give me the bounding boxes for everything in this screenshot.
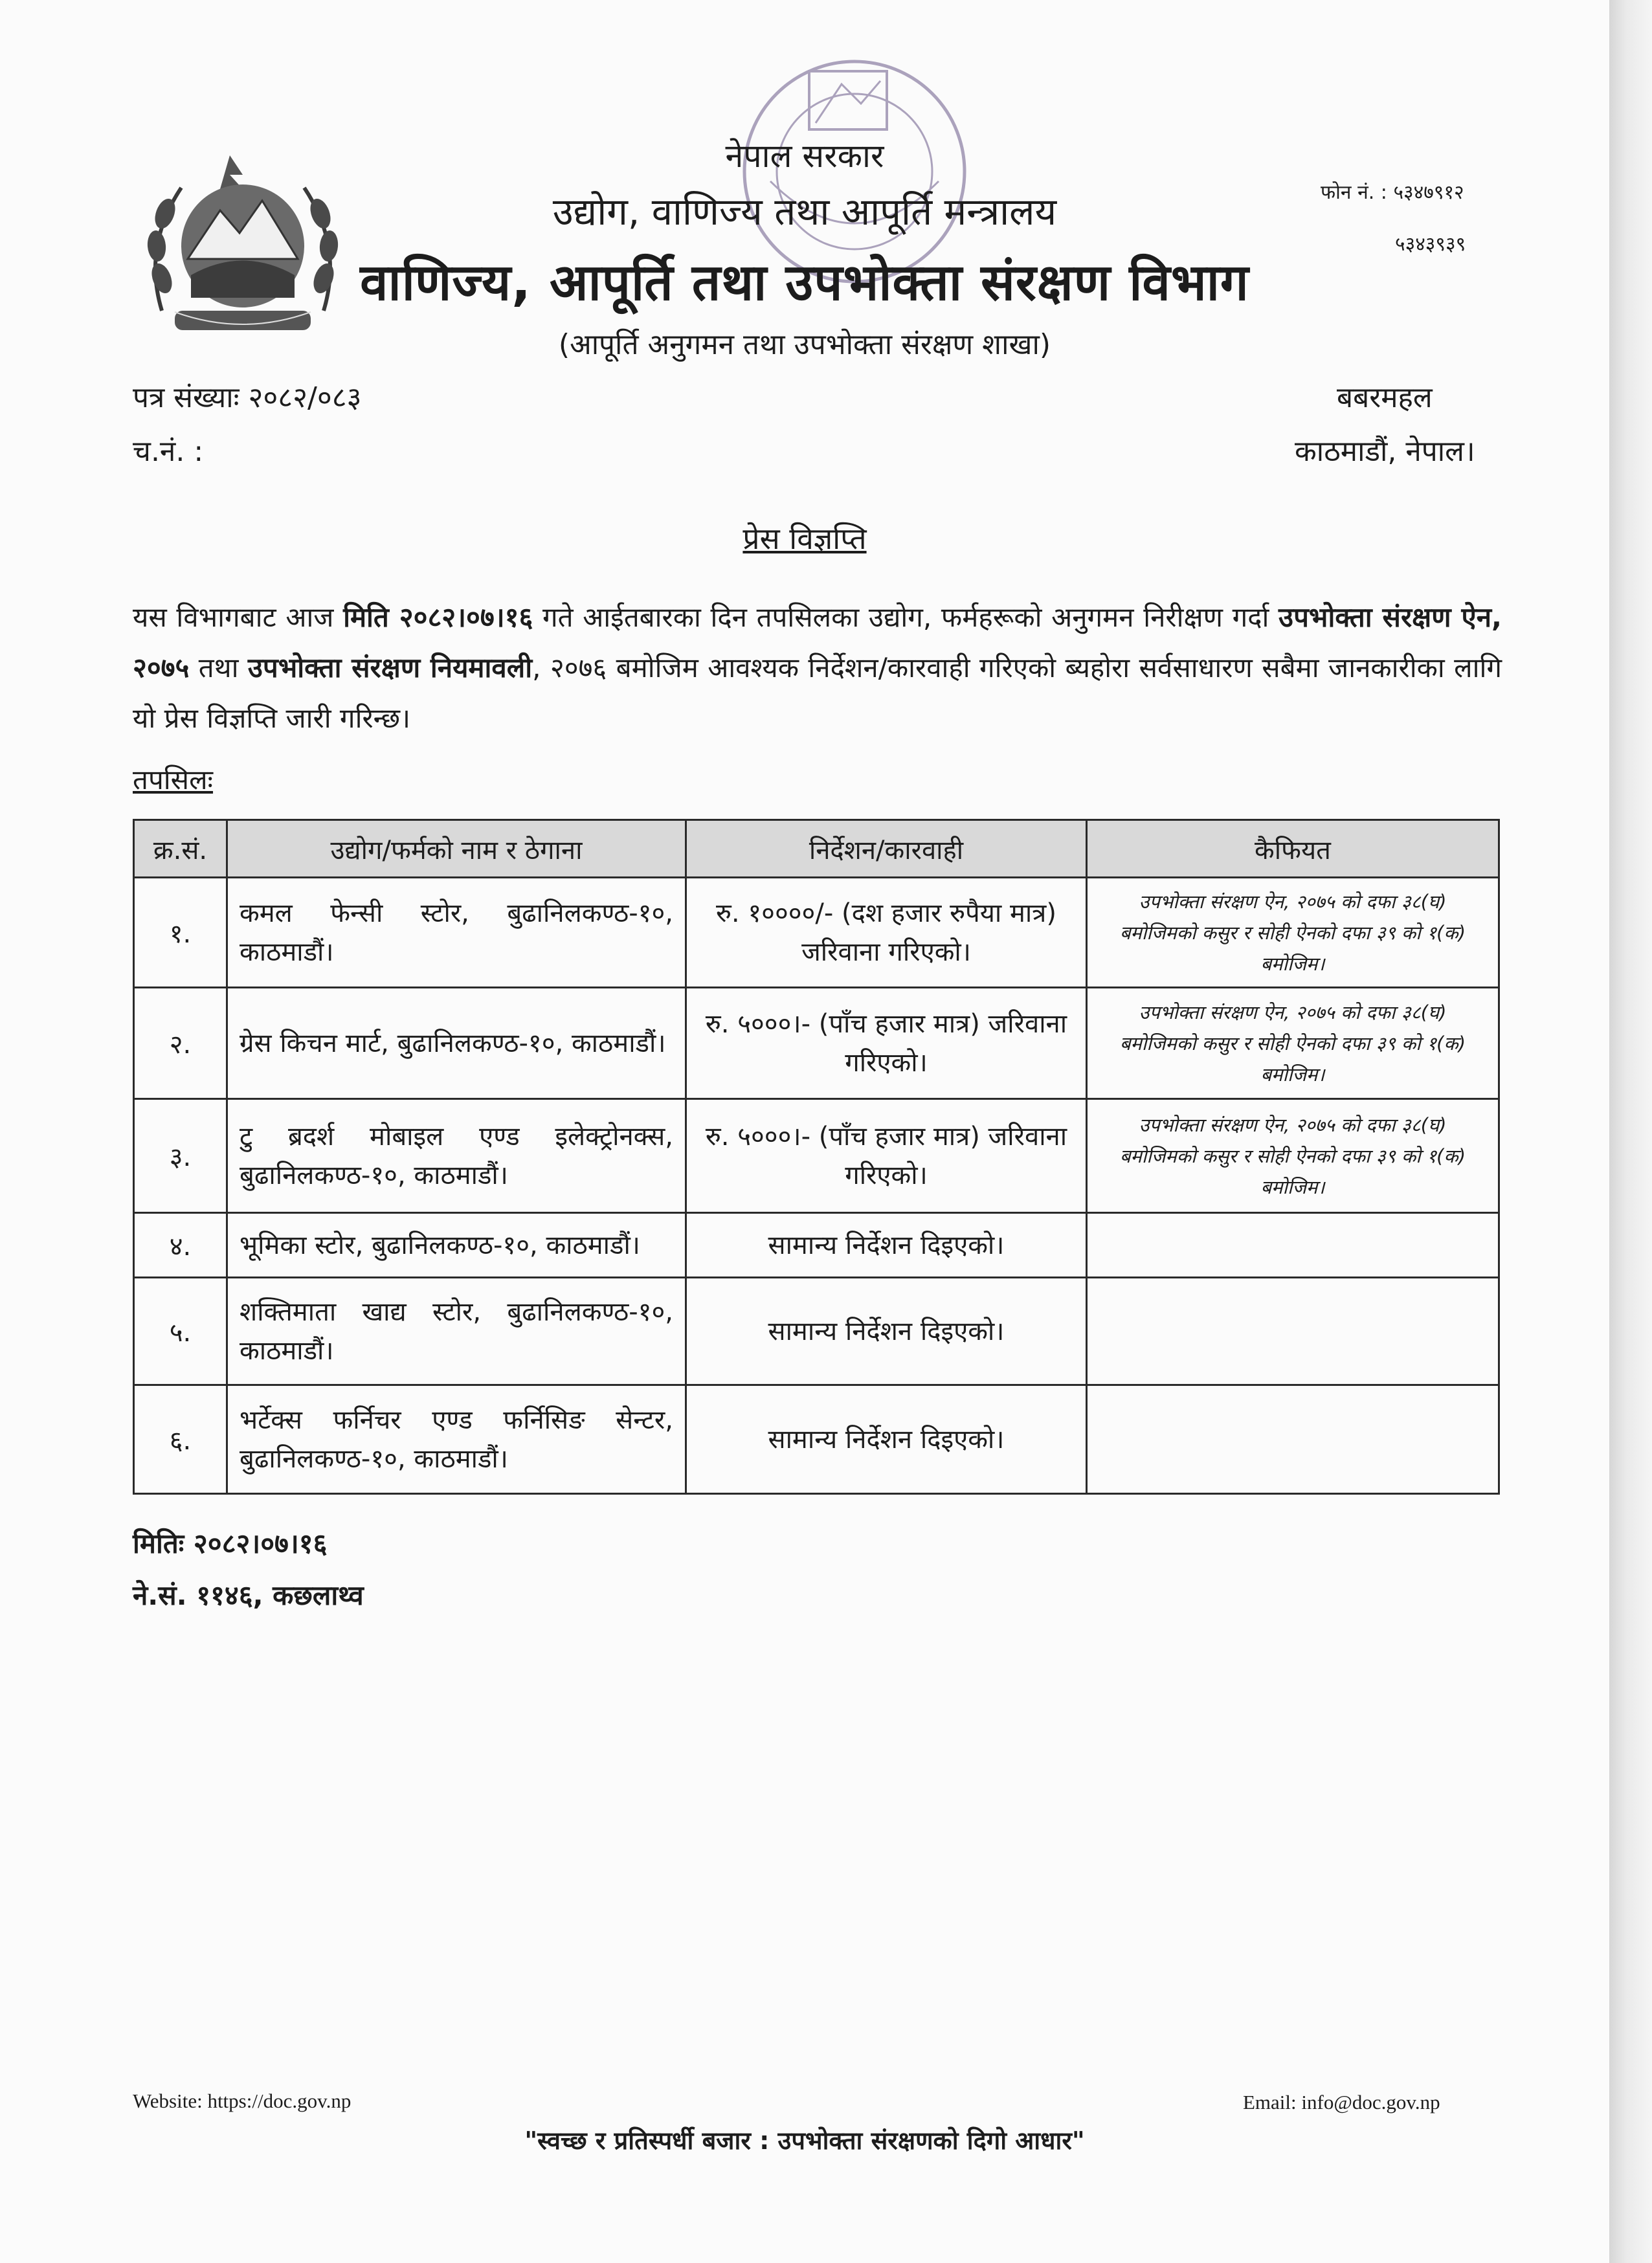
cell-action: सामान्य निर्देशन दिइएको।	[686, 1213, 1087, 1278]
phone-number-1: फोन नं. : ५३४७९१२	[1321, 181, 1464, 204]
table-row	[134, 878, 1499, 988]
cell-firm: ग्रेस किचन मार्ट, बुढानिलकण्ठ-१०, काठमाडौं।	[227, 988, 686, 1099]
cell-firm: शक्तिमाता खाद्य स्टोर, बुढानिलकण्ठ-१०, काठमाडौं।	[227, 1278, 686, 1385]
ministry-name: उद्योग, वाणिज्य तथा आपूर्ति मन्त्रालय	[552, 190, 1057, 234]
cell-remark: उपभोक्ता संरक्षण ऐन, २०७५ को दफा ३८(घ) बमोजिमको कसुर र सोही ऐनको दफा ३९ को १(क) बमोजिम।	[1087, 988, 1499, 1099]
address-line-2: काठमाडौं, नेपाल।	[1295, 435, 1475, 468]
cell-firm: टु ब्रदर्श मोबाइल एण्ड इलेक्ट्रोनक्स, बुढानिलकण्ठ-१०, काठमाडौं।	[227, 1099, 686, 1213]
cell-action: रु. ५०००।- (पाँच हजार मात्र) जरिवाना गरिएको।	[686, 1099, 1087, 1213]
cell-firm: भूमिका स्टोर, बुढानिलकण्ठ-१०, काठमाडौं।	[227, 1213, 686, 1278]
cell-firm: कमल फेन्सी स्टोर, बुढानिलकण्ठ-१०, काठमाडौं।	[227, 878, 686, 988]
table-row	[134, 988, 1499, 1099]
header-firm: उद्योग/फर्मको नाम र ठेगाना	[227, 820, 686, 878]
cell-remark	[1087, 1385, 1499, 1494]
department-name: वाणिज्य, आपूर्ति तथा उपभोक्ता संरक्षण विभाग	[360, 254, 1249, 312]
cell-sn: ६.	[134, 1385, 227, 1494]
table-row	[134, 1099, 1499, 1213]
branch-name: (आपूर्ति अनुगमन तथा उपभोक्ता संरक्षण शाखा)	[558, 328, 1051, 361]
cell-remark: उपभोक्ता संरक्षण ऐन, २०७५ को दफा ३८(घ) बमोजिमको कसुर र सोही ऐनको दफा ३९ को १(क) बमोजिम।	[1087, 1099, 1499, 1213]
header-sn: क्र.सं.	[134, 820, 227, 878]
cell-action: सामान्य निर्देशन दिइएको।	[686, 1278, 1087, 1385]
cell-action: सामान्य निर्देशन दिइएको।	[686, 1385, 1087, 1494]
header-action: निर्देशन/कारवाही	[686, 820, 1087, 878]
letter-number: पत्र संख्याः २०८२/०८३	[133, 381, 362, 414]
address-line-1: बबरमहल	[1337, 381, 1433, 414]
date-bikram-sambat: मितिः २०८२।०७।१६	[133, 1528, 328, 1559]
phone-number-2: ५३४३९३९	[1395, 233, 1466, 256]
press-release-body: यस विभागबाट आज मिति २०८२।०७।१६ गते आईतबारका दिन तपसिलका उद्योग, फर्महरूको अनुगमन निरीक्षण गर्दा उपभोक्ता संरक्षण ऐन, २०७५ तथा उपभोक्ता संरक्षण नियमावली, २०७६ बमोजिम आवश्यक निर्देशन/कारवाही गरिएको ब्यहोरा सर्वसाधारण सबैमा जानकारीका लागि यो प्रेस विज्ञप्ति जारी गरिन्छ।	[133, 601, 1502, 734]
cell-sn: २.	[134, 988, 227, 1099]
details-label: तपसिलः	[133, 764, 214, 796]
scan-edge	[1609, 0, 1652, 2263]
cell-sn: १.	[134, 878, 227, 988]
cell-action: रु. १००००/- (दश हजार रुपैया मात्र) जरिवाना गरिएको।	[686, 878, 1087, 988]
table-row	[134, 1278, 1499, 1385]
email-text: Email: info@doc.gov.np	[1243, 2091, 1440, 2113]
chalani-number: च.नं. :	[133, 435, 204, 468]
table-header-row	[134, 820, 1499, 878]
header-remarks: कैफियत	[1087, 820, 1499, 878]
cell-remark	[1087, 1278, 1499, 1385]
date-nepal-sambat: ने.सं. ११४६, कछलाथ्व	[133, 1579, 364, 1611]
cell-remark: उपभोक्ता संरक्षण ऐन, २०७५ को दफा ३८(घ) बमोजिमको कसुर र सोही ऐनको दफा ३९ को १(क) बमोजिम।	[1087, 878, 1499, 988]
table-row	[134, 1213, 1499, 1278]
cell-sn: ४.	[134, 1213, 227, 1278]
cell-sn: ५.	[134, 1278, 227, 1385]
government-name: नेपाल सरकार	[725, 137, 884, 175]
press-release-title: प्रेस विज्ञप्ति	[742, 521, 867, 556]
cell-remark	[1087, 1213, 1499, 1278]
cell-firm: भर्टेक्स फर्निचर एण्ड फर्निसिङ सेन्टर, बुढानिलकण्ठ-१०, काठमाडौं।	[227, 1385, 686, 1494]
cell-action: रु. ५०००।- (पाँच हजार मात्र) जरिवाना गरिएको।	[686, 988, 1087, 1099]
website-text: Website: https://doc.gov.np	[133, 2090, 352, 2112]
table-row	[134, 1385, 1499, 1494]
inspection-table	[133, 819, 1500, 1495]
slogan: "स्वच्छ र प्रतिस्पर्धी बजार : उपभोक्ता संरक्षणको दिगो आधार"	[524, 2126, 1085, 2155]
cell-sn: ३.	[134, 1099, 227, 1213]
